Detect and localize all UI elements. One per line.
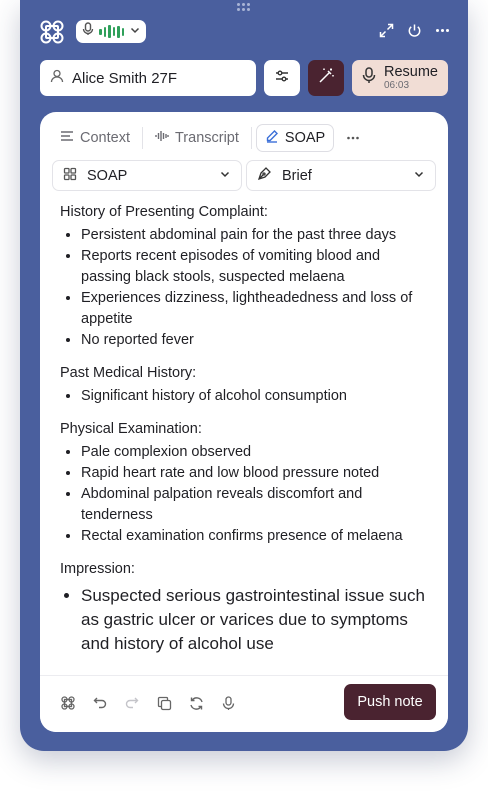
resume-label: Resume	[384, 63, 438, 80]
note-card	[40, 112, 448, 732]
refresh-icon[interactable]	[188, 695, 204, 711]
list-item: • Abdominal palpation reveals discomfort and tenderness	[81, 484, 432, 526]
microphone-selector[interactable]	[76, 20, 146, 43]
magic-button[interactable]	[308, 60, 344, 96]
user-icon	[50, 69, 64, 87]
template-select-value: SOAP	[87, 167, 128, 184]
microphone-icon	[362, 67, 376, 89]
mic-level-meter	[99, 25, 124, 39]
soap-note-content[interactable]	[60, 202, 432, 667]
push-note-button[interactable]: Push note	[344, 684, 436, 720]
list-icon	[60, 130, 74, 146]
style-select-value: Brief	[282, 167, 312, 184]
footer-actions	[60, 695, 236, 711]
settings-button[interactable]	[264, 60, 300, 96]
copy-icon[interactable]	[156, 695, 172, 711]
microphone-icon[interactable]	[220, 695, 236, 711]
redo-icon[interactable]	[124, 695, 140, 711]
section-list	[60, 386, 432, 407]
section-title: History of Presenting Complaint:	[60, 204, 268, 220]
section-list	[60, 584, 432, 656]
pencil-icon	[265, 129, 279, 147]
list-item: • Significant history of alcohol consumption	[81, 386, 432, 407]
tab-context[interactable]	[52, 124, 138, 152]
list-item: • Rapid heart rate and low blood pressure noted	[81, 463, 432, 484]
list-item: • No reported fever	[81, 330, 432, 351]
tab-divider	[251, 127, 252, 149]
section-title: Impression:	[60, 561, 135, 577]
scribe-panel	[20, 0, 468, 751]
resume-button[interactable]	[352, 60, 448, 96]
tab-soap[interactable]	[256, 124, 334, 152]
drag-handle[interactable]	[237, 3, 251, 11]
more-horizontal-icon[interactable]	[434, 22, 450, 38]
patient-name-value: Alice Smith 27F	[72, 69, 178, 87]
list-item: • Suspected serious gastrointestinal issue such as gastric ulcer or varices due to symptoms and history of alcohol use	[81, 584, 432, 656]
list-item: • Pale complexion observed	[81, 442, 432, 463]
tab-transcript[interactable]	[147, 124, 247, 152]
microphone-icon	[82, 22, 94, 41]
patient-field[interactable]	[40, 60, 256, 96]
tab-divider	[142, 127, 143, 149]
list-item: • Persistent abdominal pain for the past three days	[81, 225, 432, 246]
section-list	[60, 442, 432, 547]
chevron-down-icon	[219, 168, 231, 184]
more-horizontal-icon[interactable]	[342, 131, 364, 145]
section-title: Past Medical History:	[60, 365, 197, 381]
tab-soap-label: SOAP	[284, 130, 326, 146]
recording-timer: 06:03	[384, 80, 410, 92]
chevron-down-icon	[129, 23, 141, 41]
pen-nib-icon	[257, 166, 272, 185]
list-item: • Reports recent episodes of vomiting blood and passing black stools, suspected melaena	[81, 246, 432, 288]
note-footer	[40, 675, 448, 732]
list-item: • Experiences dizziness, lightheadedness and loss of appetite	[81, 288, 432, 330]
list-item: • Rectal examination confirms presence of melaena	[81, 526, 432, 547]
undo-icon[interactable]	[92, 695, 108, 711]
magic-wand-icon	[317, 67, 335, 90]
tab-context-label: Context	[80, 130, 130, 146]
note-tabs	[52, 124, 364, 152]
power-icon[interactable]	[406, 22, 422, 38]
window-controls	[378, 22, 450, 38]
template-select[interactable]	[52, 160, 242, 191]
expand-icon[interactable]	[378, 22, 394, 38]
section-title: Physical Examination:	[60, 421, 202, 437]
waveform-icon	[155, 129, 169, 147]
command-icon[interactable]	[60, 695, 76, 711]
logo-mark-icon	[38, 18, 66, 46]
tab-transcript-label: Transcript	[174, 130, 239, 146]
template-icon	[63, 167, 77, 185]
chevron-down-icon	[413, 168, 425, 184]
section-list	[60, 225, 432, 351]
style-select[interactable]	[246, 160, 436, 191]
sliders-icon	[274, 68, 290, 89]
